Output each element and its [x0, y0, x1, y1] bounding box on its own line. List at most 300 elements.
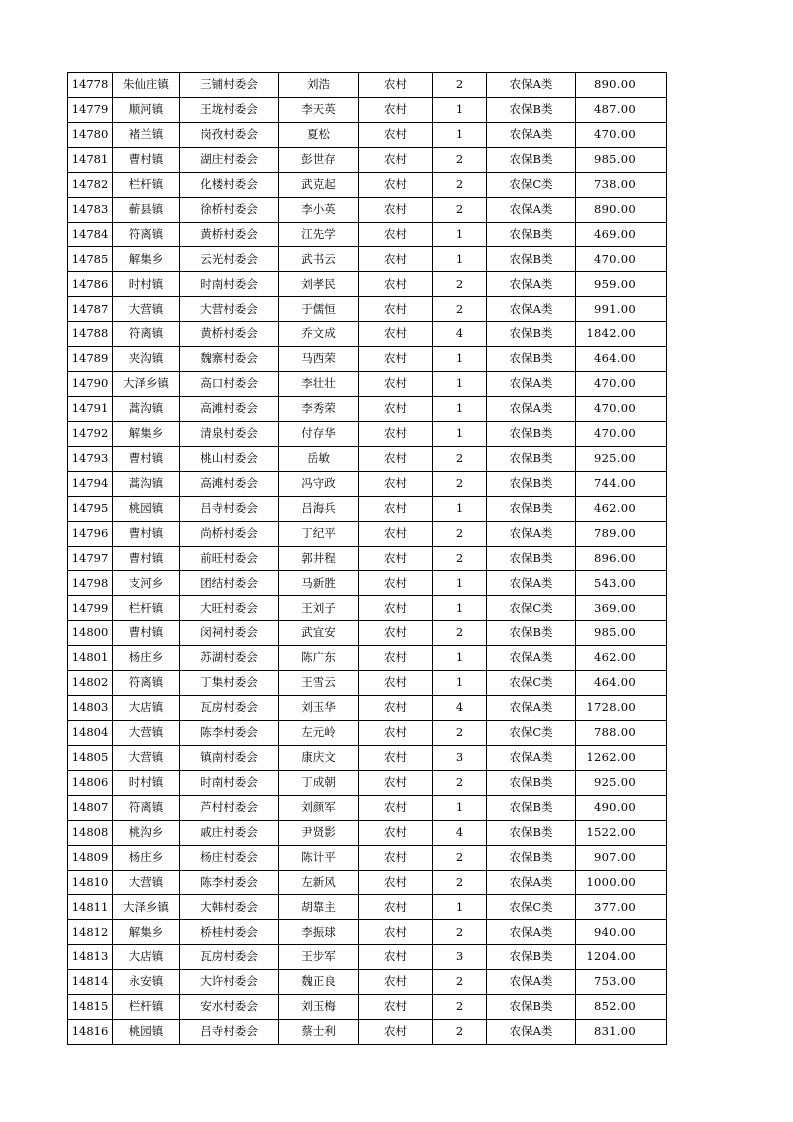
- table-row: [68, 671, 667, 696]
- household-size-cell: 1: [433, 347, 487, 372]
- amount-cell: 925.00: [576, 770, 667, 795]
- row-number-cell: 14795: [68, 496, 113, 521]
- village-committee-cell: 时南村委会: [180, 272, 279, 297]
- amount-cell: 940.00: [576, 920, 667, 945]
- village-committee-cell: 丁集村委会: [180, 671, 279, 696]
- amount-cell: 991.00: [576, 297, 667, 322]
- amount-cell: 543.00: [576, 571, 667, 596]
- table-row: [68, 372, 667, 397]
- table-row: [68, 97, 667, 122]
- household-size-cell: 2: [433, 147, 487, 172]
- person-name-cell: 武宜安: [279, 621, 359, 646]
- village-committee-cell: 云光村委会: [180, 247, 279, 272]
- residence-type-cell: 农村: [359, 671, 433, 696]
- residence-type-cell: 农村: [359, 646, 433, 671]
- insurance-category-cell: 农保A类: [487, 297, 576, 322]
- town-cell: 栏杆镇: [113, 995, 180, 1020]
- household-size-cell: 4: [433, 696, 487, 721]
- insurance-category-cell: 农保A类: [487, 122, 576, 147]
- amount-cell: 470.00: [576, 122, 667, 147]
- row-number-cell: 14814: [68, 970, 113, 995]
- residence-type-cell: 农村: [359, 372, 433, 397]
- amount-cell: 464.00: [576, 671, 667, 696]
- amount-cell: 470.00: [576, 396, 667, 421]
- person-name-cell: 刘玉华: [279, 696, 359, 721]
- row-number-cell: 14815: [68, 995, 113, 1020]
- table-row: [68, 745, 667, 770]
- insurance-category-cell: 农保B类: [487, 222, 576, 247]
- person-name-cell: 李振球: [279, 920, 359, 945]
- household-size-cell: 2: [433, 995, 487, 1020]
- household-size-cell: 2: [433, 970, 487, 995]
- person-name-cell: 魏正良: [279, 970, 359, 995]
- person-name-cell: 陈广东: [279, 646, 359, 671]
- table-row: [68, 297, 667, 322]
- household-size-cell: 2: [433, 197, 487, 222]
- row-number-cell: 14788: [68, 322, 113, 347]
- residence-type-cell: 农村: [359, 770, 433, 795]
- insurance-category-cell: 农保C类: [487, 671, 576, 696]
- village-committee-cell: 杨庄村委会: [180, 845, 279, 870]
- insurance-category-cell: 农保B类: [487, 945, 576, 970]
- household-size-cell: 2: [433, 297, 487, 322]
- town-cell: 蒿沟镇: [113, 396, 180, 421]
- residence-type-cell: 农村: [359, 247, 433, 272]
- insurance-category-cell: 农保A类: [487, 197, 576, 222]
- row-number-cell: 14790: [68, 372, 113, 397]
- town-cell: 曹村镇: [113, 521, 180, 546]
- roster-body: [68, 73, 667, 1045]
- insurance-category-cell: 农保C类: [487, 596, 576, 621]
- insurance-category-cell: 农保B类: [487, 845, 576, 870]
- residence-type-cell: 农村: [359, 172, 433, 197]
- person-name-cell: 武书云: [279, 247, 359, 272]
- table-row: [68, 870, 667, 895]
- amount-cell: 738.00: [576, 172, 667, 197]
- village-committee-cell: 尚桥村委会: [180, 521, 279, 546]
- amount-cell: 1204.00: [576, 945, 667, 970]
- residence-type-cell: 农村: [359, 322, 433, 347]
- insurance-category-cell: 农保A类: [487, 272, 576, 297]
- table-row: [68, 696, 667, 721]
- town-cell: 符离镇: [113, 222, 180, 247]
- amount-cell: 890.00: [576, 73, 667, 98]
- household-size-cell: 1: [433, 396, 487, 421]
- household-size-cell: 2: [433, 446, 487, 471]
- residence-type-cell: 农村: [359, 1020, 433, 1045]
- person-name-cell: 李秀荣: [279, 396, 359, 421]
- person-name-cell: 尹贤影: [279, 820, 359, 845]
- row-number-cell: 14797: [68, 546, 113, 571]
- village-committee-cell: 戚庄村委会: [180, 820, 279, 845]
- person-name-cell: 马新胜: [279, 571, 359, 596]
- person-name-cell: 丁成朝: [279, 770, 359, 795]
- village-committee-cell: 芦村村委会: [180, 795, 279, 820]
- insurance-category-cell: 农保B类: [487, 247, 576, 272]
- residence-type-cell: 农村: [359, 122, 433, 147]
- residence-type-cell: 农村: [359, 621, 433, 646]
- row-number-cell: 14784: [68, 222, 113, 247]
- residence-type-cell: 农村: [359, 297, 433, 322]
- amount-cell: 490.00: [576, 795, 667, 820]
- row-number-cell: 14793: [68, 446, 113, 471]
- town-cell: 解集乡: [113, 920, 180, 945]
- person-name-cell: 蔡士利: [279, 1020, 359, 1045]
- amount-cell: 369.00: [576, 596, 667, 621]
- household-size-cell: 1: [433, 372, 487, 397]
- table-row: [68, 546, 667, 571]
- insurance-category-cell: 农保B类: [487, 496, 576, 521]
- town-cell: 桃园镇: [113, 496, 180, 521]
- residence-type-cell: 农村: [359, 596, 433, 621]
- household-size-cell: 1: [433, 222, 487, 247]
- table-row: [68, 945, 667, 970]
- person-name-cell: 李天英: [279, 97, 359, 122]
- person-name-cell: 彭世存: [279, 147, 359, 172]
- amount-cell: 470.00: [576, 372, 667, 397]
- village-committee-cell: 黄桥村委会: [180, 322, 279, 347]
- row-number-cell: 14805: [68, 745, 113, 770]
- row-number-cell: 14807: [68, 795, 113, 820]
- amount-cell: 753.00: [576, 970, 667, 995]
- residence-type-cell: 农村: [359, 696, 433, 721]
- person-name-cell: 左元岭: [279, 720, 359, 745]
- town-cell: 褚兰镇: [113, 122, 180, 147]
- household-size-cell: 2: [433, 720, 487, 745]
- insurance-category-cell: 农保B类: [487, 471, 576, 496]
- amount-cell: 487.00: [576, 97, 667, 122]
- residence-type-cell: 农村: [359, 820, 433, 845]
- residence-type-cell: 农村: [359, 147, 433, 172]
- insurance-category-cell: 农保B类: [487, 97, 576, 122]
- table-row: [68, 571, 667, 596]
- household-size-cell: 2: [433, 621, 487, 646]
- village-committee-cell: 化楼村委会: [180, 172, 279, 197]
- amount-cell: 469.00: [576, 222, 667, 247]
- residence-type-cell: 农村: [359, 272, 433, 297]
- town-cell: 时村镇: [113, 272, 180, 297]
- table-row: [68, 770, 667, 795]
- person-name-cell: 胡靠主: [279, 895, 359, 920]
- household-size-cell: 1: [433, 671, 487, 696]
- row-number-cell: 14782: [68, 172, 113, 197]
- household-size-cell: 2: [433, 521, 487, 546]
- amount-cell: 852.00: [576, 995, 667, 1020]
- town-cell: 栏杆镇: [113, 596, 180, 621]
- person-name-cell: 王步军: [279, 945, 359, 970]
- village-committee-cell: 镇南村委会: [180, 745, 279, 770]
- table-row: [68, 247, 667, 272]
- residence-type-cell: 农村: [359, 870, 433, 895]
- amount-cell: 1728.00: [576, 696, 667, 721]
- town-cell: 大泽乡镇: [113, 372, 180, 397]
- row-number-cell: 14781: [68, 147, 113, 172]
- insurance-category-cell: 农保B类: [487, 446, 576, 471]
- village-committee-cell: 前旺村委会: [180, 546, 279, 571]
- town-cell: 曹村镇: [113, 446, 180, 471]
- household-size-cell: 4: [433, 820, 487, 845]
- amount-cell: 470.00: [576, 421, 667, 446]
- village-committee-cell: 桃山村委会: [180, 446, 279, 471]
- insurance-category-cell: 农保A类: [487, 372, 576, 397]
- residence-type-cell: 农村: [359, 546, 433, 571]
- insurance-category-cell: 农保A类: [487, 646, 576, 671]
- insurance-category-cell: 农保C类: [487, 172, 576, 197]
- village-committee-cell: 高口村委会: [180, 372, 279, 397]
- amount-cell: 788.00: [576, 720, 667, 745]
- town-cell: 曹村镇: [113, 147, 180, 172]
- row-number-cell: 14806: [68, 770, 113, 795]
- town-cell: 解集乡: [113, 247, 180, 272]
- town-cell: 永安镇: [113, 970, 180, 995]
- amount-cell: 907.00: [576, 845, 667, 870]
- insurance-category-cell: 农保B类: [487, 621, 576, 646]
- town-cell: 符离镇: [113, 671, 180, 696]
- table-row: [68, 347, 667, 372]
- amount-cell: 1522.00: [576, 820, 667, 845]
- row-number-cell: 14813: [68, 945, 113, 970]
- village-committee-cell: 瓦房村委会: [180, 696, 279, 721]
- table-row: [68, 1020, 667, 1045]
- person-name-cell: 刘颜军: [279, 795, 359, 820]
- town-cell: 大店镇: [113, 945, 180, 970]
- insurance-category-cell: 农保B类: [487, 546, 576, 571]
- town-cell: 大营镇: [113, 870, 180, 895]
- residence-type-cell: 农村: [359, 720, 433, 745]
- row-number-cell: 14801: [68, 646, 113, 671]
- person-name-cell: 乔文成: [279, 322, 359, 347]
- household-size-cell: 1: [433, 795, 487, 820]
- town-cell: 大营镇: [113, 297, 180, 322]
- person-name-cell: 左新风: [279, 870, 359, 895]
- household-size-cell: 2: [433, 920, 487, 945]
- row-number-cell: 14785: [68, 247, 113, 272]
- amount-cell: 985.00: [576, 147, 667, 172]
- town-cell: 夹沟镇: [113, 347, 180, 372]
- table-row: [68, 73, 667, 98]
- town-cell: 蕲县镇: [113, 197, 180, 222]
- row-number-cell: 14809: [68, 845, 113, 870]
- person-name-cell: 冯守政: [279, 471, 359, 496]
- amount-cell: 896.00: [576, 546, 667, 571]
- village-committee-cell: 团结村委会: [180, 571, 279, 596]
- person-name-cell: 刘孝民: [279, 272, 359, 297]
- table-row: [68, 122, 667, 147]
- residence-type-cell: 农村: [359, 745, 433, 770]
- household-size-cell: 1: [433, 97, 487, 122]
- residence-type-cell: 农村: [359, 73, 433, 98]
- roster-table: [67, 72, 667, 1045]
- table-row: [68, 720, 667, 745]
- village-committee-cell: 闵祠村委会: [180, 621, 279, 646]
- village-committee-cell: 吕寺村委会: [180, 1020, 279, 1045]
- row-number-cell: 14789: [68, 347, 113, 372]
- residence-type-cell: 农村: [359, 496, 433, 521]
- residence-type-cell: 农村: [359, 795, 433, 820]
- town-cell: 支河乡: [113, 571, 180, 596]
- person-name-cell: 武克起: [279, 172, 359, 197]
- village-committee-cell: 清泉村委会: [180, 421, 279, 446]
- person-name-cell: 刘浩: [279, 73, 359, 98]
- household-size-cell: 2: [433, 272, 487, 297]
- village-committee-cell: 高滩村委会: [180, 471, 279, 496]
- village-committee-cell: 大许村委会: [180, 970, 279, 995]
- row-number-cell: 14796: [68, 521, 113, 546]
- village-committee-cell: 苏湖村委会: [180, 646, 279, 671]
- table-row: [68, 596, 667, 621]
- roster-sheet: [67, 72, 667, 1045]
- household-size-cell: 2: [433, 770, 487, 795]
- household-size-cell: 3: [433, 945, 487, 970]
- table-row: [68, 197, 667, 222]
- village-committee-cell: 陈李村委会: [180, 720, 279, 745]
- row-number-cell: 14779: [68, 97, 113, 122]
- insurance-category-cell: 农保B类: [487, 770, 576, 795]
- household-size-cell: 1: [433, 571, 487, 596]
- town-cell: 栏杆镇: [113, 172, 180, 197]
- household-size-cell: 4: [433, 322, 487, 347]
- town-cell: 桃沟乡: [113, 820, 180, 845]
- row-number-cell: 14778: [68, 73, 113, 98]
- town-cell: 符离镇: [113, 322, 180, 347]
- table-row: [68, 970, 667, 995]
- residence-type-cell: 农村: [359, 446, 433, 471]
- village-committee-cell: 大营村委会: [180, 297, 279, 322]
- town-cell: 蒿沟镇: [113, 471, 180, 496]
- household-size-cell: 1: [433, 421, 487, 446]
- amount-cell: 789.00: [576, 521, 667, 546]
- household-size-cell: 1: [433, 122, 487, 147]
- insurance-category-cell: 农保B类: [487, 147, 576, 172]
- residence-type-cell: 农村: [359, 97, 433, 122]
- household-size-cell: 2: [433, 172, 487, 197]
- insurance-category-cell: 农保B类: [487, 795, 576, 820]
- household-size-cell: 3: [433, 745, 487, 770]
- village-committee-cell: 岗孜村委会: [180, 122, 279, 147]
- person-name-cell: 江先学: [279, 222, 359, 247]
- person-name-cell: 王雪云: [279, 671, 359, 696]
- row-number-cell: 14787: [68, 297, 113, 322]
- table-row: [68, 496, 667, 521]
- table-row: [68, 646, 667, 671]
- row-number-cell: 14802: [68, 671, 113, 696]
- residence-type-cell: 农村: [359, 970, 433, 995]
- table-row: [68, 621, 667, 646]
- insurance-category-cell: 农保B类: [487, 421, 576, 446]
- insurance-category-cell: 农保C类: [487, 720, 576, 745]
- row-number-cell: 14783: [68, 197, 113, 222]
- table-row: [68, 795, 667, 820]
- table-row: [68, 272, 667, 297]
- residence-type-cell: 农村: [359, 895, 433, 920]
- town-cell: 曹村镇: [113, 546, 180, 571]
- residence-type-cell: 农村: [359, 920, 433, 945]
- residence-type-cell: 农村: [359, 945, 433, 970]
- residence-type-cell: 农村: [359, 571, 433, 596]
- person-name-cell: 岳敏: [279, 446, 359, 471]
- household-size-cell: 2: [433, 870, 487, 895]
- row-number-cell: 14816: [68, 1020, 113, 1045]
- household-size-cell: 2: [433, 73, 487, 98]
- insurance-category-cell: 农保B类: [487, 347, 576, 372]
- table-row: [68, 222, 667, 247]
- residence-type-cell: 农村: [359, 471, 433, 496]
- insurance-category-cell: 农保C类: [487, 895, 576, 920]
- table-row: [68, 421, 667, 446]
- person-name-cell: 于儒恒: [279, 297, 359, 322]
- person-name-cell: 马西荣: [279, 347, 359, 372]
- insurance-category-cell: 农保B类: [487, 322, 576, 347]
- insurance-category-cell: 农保A类: [487, 73, 576, 98]
- household-size-cell: 1: [433, 646, 487, 671]
- insurance-category-cell: 农保A类: [487, 920, 576, 945]
- household-size-cell: 1: [433, 247, 487, 272]
- household-size-cell: 2: [433, 471, 487, 496]
- insurance-category-cell: 农保A类: [487, 745, 576, 770]
- village-committee-cell: 安水村委会: [180, 995, 279, 1020]
- insurance-category-cell: 农保B类: [487, 995, 576, 1020]
- person-name-cell: 夏松: [279, 122, 359, 147]
- row-number-cell: 14780: [68, 122, 113, 147]
- amount-cell: 985.00: [576, 621, 667, 646]
- residence-type-cell: 农村: [359, 396, 433, 421]
- amount-cell: 462.00: [576, 496, 667, 521]
- row-number-cell: 14792: [68, 421, 113, 446]
- town-cell: 曹村镇: [113, 621, 180, 646]
- insurance-category-cell: 农保A类: [487, 571, 576, 596]
- person-name-cell: 康庆文: [279, 745, 359, 770]
- village-committee-cell: 高滩村委会: [180, 396, 279, 421]
- insurance-category-cell: 农保B类: [487, 820, 576, 845]
- town-cell: 大店镇: [113, 696, 180, 721]
- residence-type-cell: 农村: [359, 995, 433, 1020]
- person-name-cell: 丁纪平: [279, 521, 359, 546]
- village-committee-cell: 三铺村委会: [180, 73, 279, 98]
- household-size-cell: 2: [433, 1020, 487, 1045]
- residence-type-cell: 农村: [359, 197, 433, 222]
- row-number-cell: 14804: [68, 720, 113, 745]
- village-committee-cell: 陈李村委会: [180, 870, 279, 895]
- table-row: [68, 920, 667, 945]
- town-cell: 杨庄乡: [113, 646, 180, 671]
- person-name-cell: 李壮壮: [279, 372, 359, 397]
- person-name-cell: 吕海兵: [279, 496, 359, 521]
- table-row: [68, 322, 667, 347]
- amount-cell: 890.00: [576, 197, 667, 222]
- amount-cell: 462.00: [576, 646, 667, 671]
- household-size-cell: 1: [433, 596, 487, 621]
- table-row: [68, 995, 667, 1020]
- table-row: [68, 845, 667, 870]
- residence-type-cell: 农村: [359, 521, 433, 546]
- village-committee-cell: 时南村委会: [180, 770, 279, 795]
- table-row: [68, 521, 667, 546]
- insurance-category-cell: 农保A类: [487, 870, 576, 895]
- residence-type-cell: 农村: [359, 347, 433, 372]
- insurance-category-cell: 农保A类: [487, 396, 576, 421]
- table-row: [68, 172, 667, 197]
- amount-cell: 925.00: [576, 446, 667, 471]
- amount-cell: 831.00: [576, 1020, 667, 1045]
- residence-type-cell: 农村: [359, 845, 433, 870]
- town-cell: 大营镇: [113, 745, 180, 770]
- village-committee-cell: 徐桥村委会: [180, 197, 279, 222]
- household-size-cell: 2: [433, 546, 487, 571]
- person-name-cell: 李小英: [279, 197, 359, 222]
- insurance-category-cell: 农保A类: [487, 970, 576, 995]
- row-number-cell: 14791: [68, 396, 113, 421]
- residence-type-cell: 农村: [359, 421, 433, 446]
